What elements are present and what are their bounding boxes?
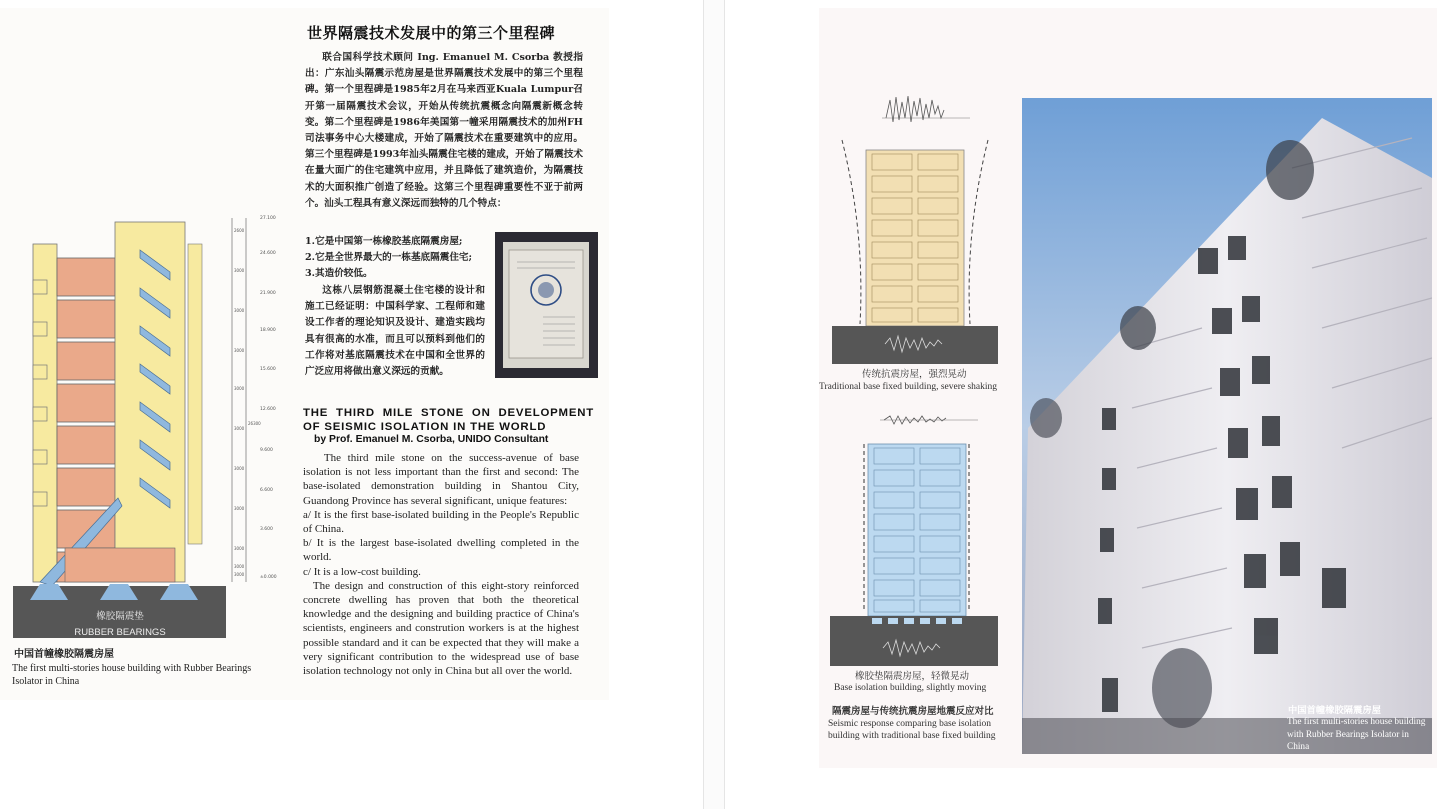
comparison-caption-cn: 隔震房屋与传统抗震房屋地震反应对比 bbox=[832, 706, 994, 717]
photo-caption-cn: 中国首幢橡胶隔震房屋 bbox=[1288, 705, 1381, 716]
svg-text:3000: 3000 bbox=[234, 506, 245, 511]
svg-text:12.600: 12.600 bbox=[260, 407, 276, 412]
list-item: c/ It is a low-cost building. bbox=[303, 565, 421, 578]
svg-text:15.600: 15.600 bbox=[260, 367, 276, 372]
bearing-label-cn: 橡胶隔震垫 bbox=[96, 611, 144, 622]
page-gutter bbox=[703, 0, 725, 809]
cn-paragraph-2: 这栋八层钢筋混凝土住宅楼的设计和施工已经证明：中国科学家、工程师和建设工作者的理论知识及设计、建造实践均具有很高的水准，而且可以预料到他们的工作将对基底隔震技术在中国和全世界的广泛应用将做出意义深远的贡献。 bbox=[305, 285, 485, 378]
arched-opening bbox=[1266, 140, 1314, 200]
cn-paragraph: 联合国科学技术顾问 Ing. Emanuel M. Csorba 教授指出：广东汕头隔震示范房屋是世界隔震技术发展中的第三个里程碑。第一个里程碑是1985年2月在马来西亚Kuala Lumpur召开第一届隔震技术会议，开始从传统抗震概念向隔震新概念转变。第二个里程碑是1986年美国第一幢采用隔震技术的加州FH司法事务中心大楼建成，开始了隔震技术在重要建筑中的应用。第三个里程碑是1993年汕头隔震住宅楼的建成，开始了隔震技术在量大面广的住宅建筑中应用，并且降低了建筑造价，为隔震技术的大面积推广创造了经验。这第三个里程碑重要性不亚于前两个。汕头工程具有意义深远而独特的几个特点： bbox=[305, 52, 583, 209]
cn-feature-list bbox=[305, 234, 495, 283]
svg-text:26300: 26300 bbox=[248, 421, 261, 426]
svg-text:3000: 3000 bbox=[234, 564, 245, 569]
svg-text:6.600: 6.600 bbox=[260, 488, 273, 493]
svg-text:3.600: 3.600 bbox=[260, 527, 273, 532]
svg-text:3000: 3000 bbox=[234, 386, 245, 391]
framed-certificate-photo bbox=[495, 232, 598, 378]
left-caption-en: The first multi-stories house building with Rubber Bearings Isolator in China bbox=[12, 663, 252, 687]
svg-text:±0.000: ±0.000 bbox=[260, 575, 277, 580]
dimension-labels bbox=[234, 228, 261, 577]
stair-core bbox=[115, 222, 185, 582]
list-item: 1.它是中国第一栋橡胶基底隔震房屋; bbox=[305, 236, 463, 247]
rubber-bearing-icons bbox=[30, 584, 198, 600]
fixed-base-diagram bbox=[830, 92, 1000, 367]
bearing-label-en: RUBBER BEARINGS bbox=[74, 627, 166, 638]
fixed-caption-en: Traditional base fixed building, severe shaking bbox=[819, 382, 998, 392]
list-item: b/ It is the largest base-isolated dwelling completed in the world. bbox=[303, 537, 579, 564]
certificate-image bbox=[503, 242, 589, 368]
isolated-caption-en: Base isolation building, slightly moving bbox=[834, 683, 987, 693]
svg-text:3000: 3000 bbox=[234, 426, 245, 431]
list-item: 2.它是全世界最大的一栋基底隔震住宅; bbox=[305, 252, 473, 264]
svg-text:9.600: 9.600 bbox=[260, 448, 273, 453]
photo-caption-en: The first multi-stories house building with Rubber Bearings Isolator in China bbox=[1287, 717, 1426, 752]
svg-text:3000: 3000 bbox=[234, 572, 245, 577]
svg-text:27.100: 27.100 bbox=[260, 216, 276, 221]
building-photograph bbox=[1022, 98, 1432, 754]
comparison-caption-en-2: building with traditional base fixed building bbox=[828, 731, 996, 741]
comparison-caption-en-1: Seismic response comparing base isolation bbox=[828, 719, 992, 729]
en-byline: by Prof. Emanuel M. Csorba, UNIDO Consultant bbox=[314, 434, 549, 445]
base-isolated-diagram bbox=[828, 402, 1000, 670]
en-intro: The third mile stone on the success-avenue of base isolation is not less important than the first and second: The base-isolated demonstration building in Shantou City, Guandong Province has several significant, unique features: bbox=[303, 452, 579, 507]
svg-text:18.900: 18.900 bbox=[260, 328, 276, 333]
en-heading: THE THIRD MILE STONE ON DEVELOPMENT OF SEISMIC ISOLATION IN THE WORLD bbox=[303, 407, 594, 433]
svg-text:2600: 2600 bbox=[234, 228, 245, 233]
svg-text:3000: 3000 bbox=[234, 546, 245, 551]
svg-text:3000: 3000 bbox=[234, 348, 245, 353]
list-item: 3.其造价较低。 bbox=[305, 268, 373, 280]
sway-line-left bbox=[842, 140, 861, 324]
sway-line-right bbox=[969, 140, 988, 324]
left-caption-cn: 中国首幢橡胶隔震房屋 bbox=[14, 649, 114, 660]
fixed-building bbox=[866, 150, 964, 326]
en-closing: The design and construction of this eight-story reinforced concrete dwelling has proven that both the theoretical knowledge and the designing and building practice of China's scientists, engineers and constrution workers is at the highest possible standard and it can be expected that they will make a very significant contribution to the widespread use of base isolation technology not only in China but all over the world. bbox=[303, 579, 579, 678]
elevation-labels bbox=[260, 215, 277, 580]
list-item: a/ It is the first base-isolated building in the People's Republic of China. bbox=[303, 508, 579, 536]
building-section-drawing bbox=[10, 210, 300, 640]
svg-text:3000: 3000 bbox=[234, 466, 245, 471]
fixed-caption-cn: 传统抗震房屋，强烈晃动 bbox=[862, 369, 967, 380]
ground-block bbox=[832, 326, 998, 364]
svg-text:3000: 3000 bbox=[234, 308, 245, 313]
cn-heading: 世界隔震技术发展中的第三个里程碑 bbox=[307, 24, 556, 42]
svg-text:21.900: 21.900 bbox=[260, 291, 276, 296]
isolated-caption-cn: 橡胶垫隔震房屋，轻微晃动 bbox=[855, 671, 970, 682]
svg-text:3000: 3000 bbox=[234, 268, 245, 273]
svg-text:24.600: 24.600 bbox=[260, 251, 276, 256]
en-article-body bbox=[303, 451, 579, 678]
